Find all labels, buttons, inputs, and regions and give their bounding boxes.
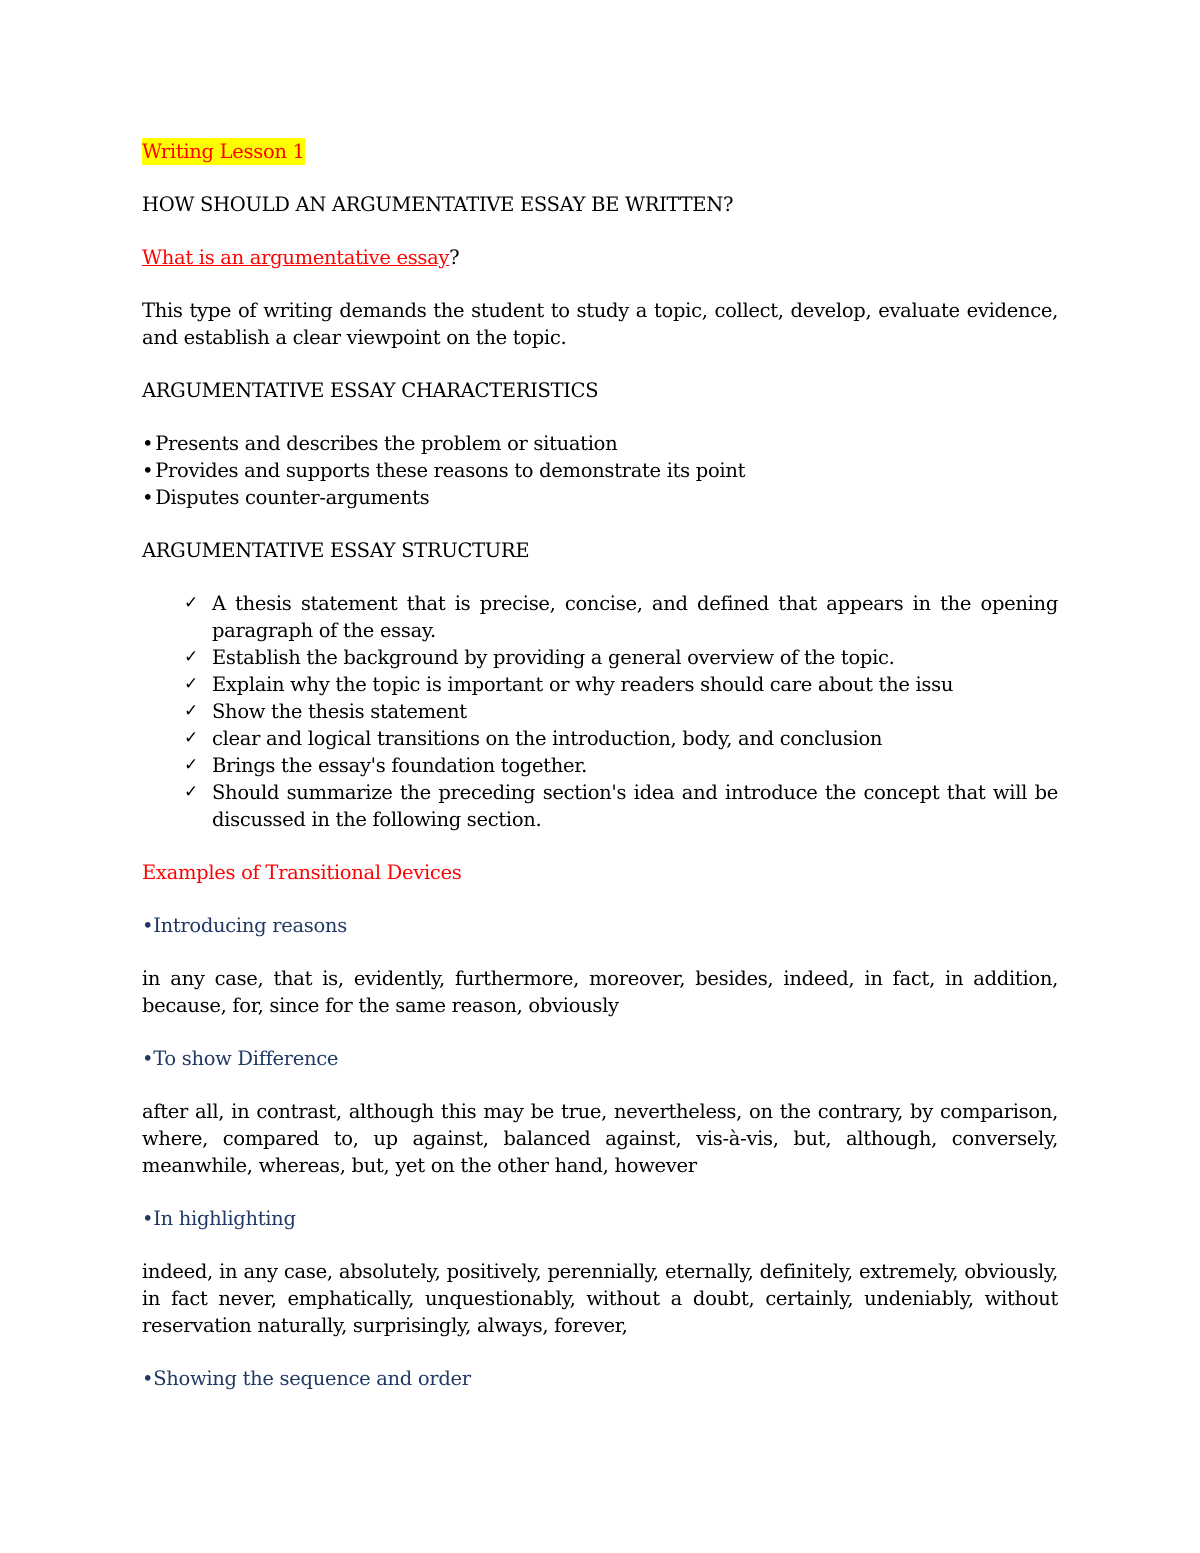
checkmark-icon: ✓ <box>184 728 198 748</box>
list-item: • Provides and supports these reasons to demonstrate its point <box>142 459 746 482</box>
checklist-item: ✓ Show the thesis statement <box>184 700 467 723</box>
checklist-item: ✓ Brings the essay's foundation together. <box>184 754 587 777</box>
structure-heading: ARGUMENTATIVE ESSAY STRUCTURE <box>142 539 530 562</box>
checkmark-icon: ✓ <box>184 755 198 775</box>
definition-paragraph: This type of writing demands the student to study a topic, collect, develop, evaluate evidence, and establish a clear viewpoint on the topic. <box>142 299 1058 349</box>
section-text-highlighting: indeed, in any case, absolutely, positively, perennially, eternally, definitely, extremely, obviously, in fact never, emphatically, unquestionably, without a doubt, certainly, undeniably, without reservation naturally, surprisingly, always, forever, <box>142 1260 1058 1337</box>
list-item: • Presents and describes the problem or situation <box>142 432 618 455</box>
characteristics-heading: ARGUMENTATIVE ESSAY CHARACTERISTICS <box>142 379 599 402</box>
checklist-item: ✓ Establish the background by providing a general overview of the topic. <box>184 646 895 669</box>
section-text-show-difference: after all, in contrast, although this may be true, nevertheless, on the contrary, by comparison, where, compared to, up against, balanced against, vis-à-vis, but, although, conversely, meanwhile, whereas, but, yet on the other hand, however <box>142 1100 1058 1177</box>
checkmark-icon: ✓ <box>184 647 198 667</box>
section-label-introducing-reasons: •Introducing reasons <box>142 914 347 937</box>
bullet-icon: • <box>142 432 154 455</box>
bullet-icon: • <box>142 486 154 509</box>
section-label-highlighting: •In highlighting <box>142 1207 296 1230</box>
bullet-icon: • <box>142 459 154 482</box>
lesson-title-line <box>142 138 1058 165</box>
checklist-item: ✓ clear and logical transitions on the introduction, body, and conclusion <box>184 727 883 750</box>
checkmark-icon: ✓ <box>184 701 198 721</box>
characteristics-list <box>142 430 1058 511</box>
question-heading <box>142 244 1058 271</box>
document-page <box>142 138 1058 1418</box>
checkmark-icon: ✓ <box>184 782 198 802</box>
lesson-title: Writing Lesson 1 <box>142 140 305 163</box>
checklist-item: ✓ Should summarize the preceding section's idea and introduce the concept that will be discussed in the following section. <box>184 781 1058 831</box>
question-mark: ? <box>449 246 460 269</box>
checklist-item: ✓ Explain why the topic is important or why readers should care about the issu <box>184 673 954 696</box>
transitions-heading: Examples of Transitional Devices <box>142 861 462 884</box>
checklist-item: ✓ A thesis statement that is precise, concise, and defined that appears in the opening paragraph of the essay. <box>184 592 1058 642</box>
list-item: • Disputes counter-arguments <box>142 486 430 509</box>
section-label-show-difference: •To show Difference <box>142 1047 339 1070</box>
main-heading: HOW SHOULD AN ARGUMENTATIVE ESSAY BE WRITTEN? <box>142 193 734 216</box>
section-label-sequence-order: •Showing the sequence and order <box>142 1367 471 1390</box>
section-text-introducing-reasons: in any case, that is, evidently, furthermore, moreover, besides, indeed, in fact, in addition, because, for, since for the same reason, obviously <box>142 967 1058 1017</box>
checkmark-icon: ✓ <box>184 593 198 613</box>
structure-checklist <box>142 590 1058 833</box>
question-link: What is an argumentative essay <box>142 246 450 269</box>
checkmark-icon: ✓ <box>184 674 198 694</box>
